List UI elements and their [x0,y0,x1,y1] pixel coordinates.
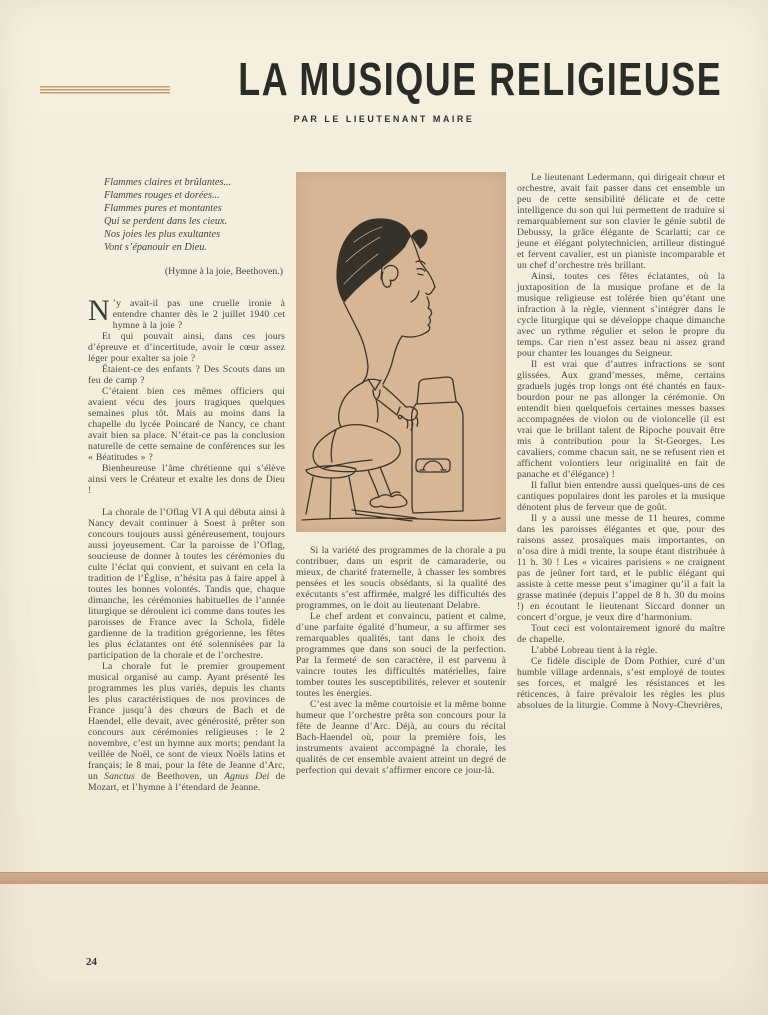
text-run: Tout ceci est volontairement ignoré du maître de chapelle. [517,623,725,645]
back-shoulder [339,383,362,427]
epigraph-line: Flammes rouges et dorées... [104,190,220,201]
collar [362,379,381,390]
title-rule-left [40,86,170,94]
eye-line [417,269,425,275]
text-run: L’abbé Lobreau tient à la règle. [531,645,658,656]
column-right-paragraphs [517,172,725,711]
text-run: de Beethoven, un [135,771,225,782]
shoes [370,492,407,508]
column-middle [296,172,506,776]
epigraph-attribution: (Hymne à la joie, Beethoven.) [164,266,283,277]
italic-run: Agnus Dei [224,771,270,782]
text-run: Ainsi, toutes ces fêtes éclatantes, où la juxtaposition de la musique profane et de la musique religieuse est tolérée bien qu’étant une infraction à la règle, viennent s’intégrer dans le cycle liturgique qui se développe chaque dimanche avec un rythme régulier et selon le propre du temps. Car rien n’est assez beau ni assez grand pour chanter les louanges du Seigneur. [517,271,725,359]
paragraph [517,480,725,513]
paragraph [296,699,506,776]
ear [381,265,398,287]
text-run: Le chef ardent et convaincu, patient et calme, d’une parfaite égalité d’humeur, a su affirmer ses remarquables qualités, tant dans le choix des programmes que dans son souci de la perfection. Par la fermeté de son caractère, il est parvenu à vaincre toutes les difficultés matérielles, faire tomber toutes les susceptibilités, relever et soutenir toutes les énergies. [296,611,506,699]
paragraph [517,271,725,359]
tie [373,390,380,422]
mouth-chin [383,297,432,384]
paragraph [517,656,725,711]
text-run: Si la variété des programmes de la chorale a pu contribuer, dans un esprit de camaraderie, ou mieux, de charité fraternelle, à chasser les sombres pensées et les soucis obsédants, si la qualité des exécutants s’est affirmée, malgré les difficultés des programmes, on le doit au lieutenant Delabre. [296,545,506,611]
column-left [88,172,285,793]
paragraph [88,507,285,661]
paragraph [517,623,725,645]
bottom-band-rule [0,872,768,884]
hand [402,407,417,421]
text-run: C’est avec la même courtoisie et la même bonne humeur que l’orchestre prêta son concours pour la fête de Jeanne d’Arc. Déjà, au cours du récital Bach-Haendel où, pour la première fois, les instruments avaient accompagné la chorale, les qualités de cet ensemble avaient atteint un degré de perfection qui devait s’affirmer encore ce jour-là. [296,699,506,776]
harmonium-handle [416,459,450,472]
column-middle-paragraphs [296,545,506,776]
harmonium-lid [416,377,457,404]
paragraph [88,386,285,463]
paragraph [88,364,285,386]
text-run: Ce fidèle disciple de Dom Pothier, curé d’un humble village ardennais, s’est employé de toutes ses forces, et malgré les résistances et les réticences, à faire prévaloir les règles les plus absolues de la liturgie. Comme à Novy-Chevrières, [517,656,725,711]
text-run: Le lieutenant Ledermann, qui dirigeait chœur et orchestre, avait fait passer dans cet ensemble un peu de cette sensibilité délicate et de cette intelligence du son qui lui permettent de traduire si remarquablement sur son clavier le génie subtil de Debussy, la grâce élégante de Scarlatti; car ce jeune et élégant polytechnicien, artilleur distingué et fervent cavalier, est un pianiste incomparable et un chef d’orchestre très brillant. [517,172,725,271]
drop-cap: N [88,294,110,327]
caricature-illustration [296,172,506,532]
paragraph [296,611,506,699]
harmonium-body [412,402,463,513]
title-row [0,53,768,105]
page-header [0,53,768,124]
paragraph [517,359,725,480]
epigraph-line: Flammes pures et montantes [104,203,222,214]
page-number: 24 [86,956,97,968]
paragraph [296,545,506,611]
cuff-button [398,415,401,418]
italic-run: Sanctus [104,771,135,782]
paragraph [88,294,285,331]
paragraph [517,172,725,271]
text-run: Il fallut bien entendre aussi quelques-uns de ces cantiques populaires dont les paroles et la musique dénotent plus de ferveur que de goût. [517,480,725,513]
article-body [88,172,725,793]
nape-line [344,303,368,383]
legs [368,467,391,497]
sleeve-top [383,386,406,407]
paragraph [88,463,285,496]
text-run: Il est vrai que d’autres infractions se sont glissées. Aux grand’messes, même, certains graduels jugés trop longs ont été chantés en faux-bourdon pour ne pas allonger la cérémonie. On entendit bien quelquefois certaines messes basses accompagnées de violon ou de violoncelle (il est vrai que le brillant talent de Ripoche pouvait être mis à contribution pour la St-Georges. Les cavaliers, comme chacun sait, ne se refusent rien et affichent volontiers leur originalité en fait de panache et d’élégance) ! [517,359,725,480]
hair-crown [411,229,428,249]
sleeve-bottom [378,400,400,415]
coat-flare [313,425,400,472]
column-left-paragraphs [88,294,285,793]
epigraph [104,176,285,278]
paragraph [88,661,285,793]
stool-legs [306,477,356,518]
byline: PAR LE LIEUTENANT MAIRE [293,114,475,124]
text-run: Bienheureuse l’âme chrétienne qui s’élève ainsi vers le Créateur et exalte les dons de Dieu ! [88,463,285,496]
harmonium-player-drawing [296,172,506,532]
paragraph [88,331,285,364]
column-right [517,172,725,711]
text-run: C’étaient bien ces mêmes officiers qui avaient vécu des jours tragiques quelques semaines plus tôt. Mais au moins dans la chapelle du lycée Poincaré de Nancy, ce chant avait bien sa place. N’était-ce pas la conclusion naturelle de cette semaine de conférences sur les « Béatitudes » ? [88,386,285,463]
epigraph-line: Vont s’épanouir en Dieu. [104,242,207,253]
page-title: LA MUSIQUE RELIGIEUSE [238,53,723,105]
pedal-board [352,510,416,521]
text-run: de Mozart, et l’hymne à l’étendard de Jeanne. [88,771,285,793]
text-run: Il y a aussi une messe de 11 heures, comme dans les paroisses élégantes et que, pour des raisons assez prosaïques mais importantes, on n’osa dire à midi trente, la soupe étant distribuée à 11 h. 30 ! Les « vicaires parisiens » ne craignent pas de jeûner fort tard, et le public élégant qui assiste à cette messe peut s’imaginer qu’il a fait la grasse matinée (depuis l’appel de 8 h. 30 du moins !) en écoutant le lieutenant Siccard donner un concert d’orgue, je veux dire d’harmonium. [517,513,725,623]
epigraph-line: Nos joies les plus exultantes [104,229,221,240]
text-run: Et qui pouvait ainsi, dans ces jours d’épreuve et d’incertitude, avoir le cœur assez léger pour exalter sa joie ? [88,331,285,364]
text-run: La chorale fut le premier groupement musical organisé au camp. Ayant présenté les programmes les plus variés, depuis les chants les plus caractéristiques de nos provinces de France jusqu’à des chœurs de Bach et de Haendel, elle devait, avec générosité, prêter son concours aux cérémonies religieuses : le 2 novembre, c’est un hymne aux morts; pendant la veillée de Noël, ce sont de vieux Noëls latins et français; le 8 mai, pour la fête de Jeanne d’Arc, un [88,661,285,782]
paragraph [517,645,725,656]
epigraph-line: Qui se perdent dans les cieux. [104,216,228,227]
paragraph [517,513,725,623]
text-run: Étaient-ce des enfants ? Des Scouts dans un feu de camp ? [88,364,285,386]
text-run: La chorale de l’Oflag VI A qui débuta ainsi à Nancy devait continuer à Soest à prêter son concours toujours aussi généreusement, toujours aussi joyeusement. Car la paroisse de l’Oflag, soucieuse de donner à toutes les cérémonies du culte l’éclat qui convient, et suivant en cela la tradition de l’Église, n’hésita pas à faire appel à toutes les bonnes volontés. Tandis que, chaque dimanche, les cérémonies habituelles de l’année liturgique se déroulent ici comme dans toutes les paroisses de France avec la Schola, fidèle gardienne de la tradition grégorienne, les fêtes les plus éclatantes ont été solennisées par la participation de la chorale et de l’orchestre. [88,507,285,661]
coat-fold [324,430,372,468]
cheek-line [411,291,419,302]
epigraph-line: Flammes claires et brûlantes... [104,177,232,188]
text-run: ’y avait-il pas une cruelle ironie à entendre chanter dès le 2 juillet 1940 cet hymne à la joie ? [112,298,285,331]
